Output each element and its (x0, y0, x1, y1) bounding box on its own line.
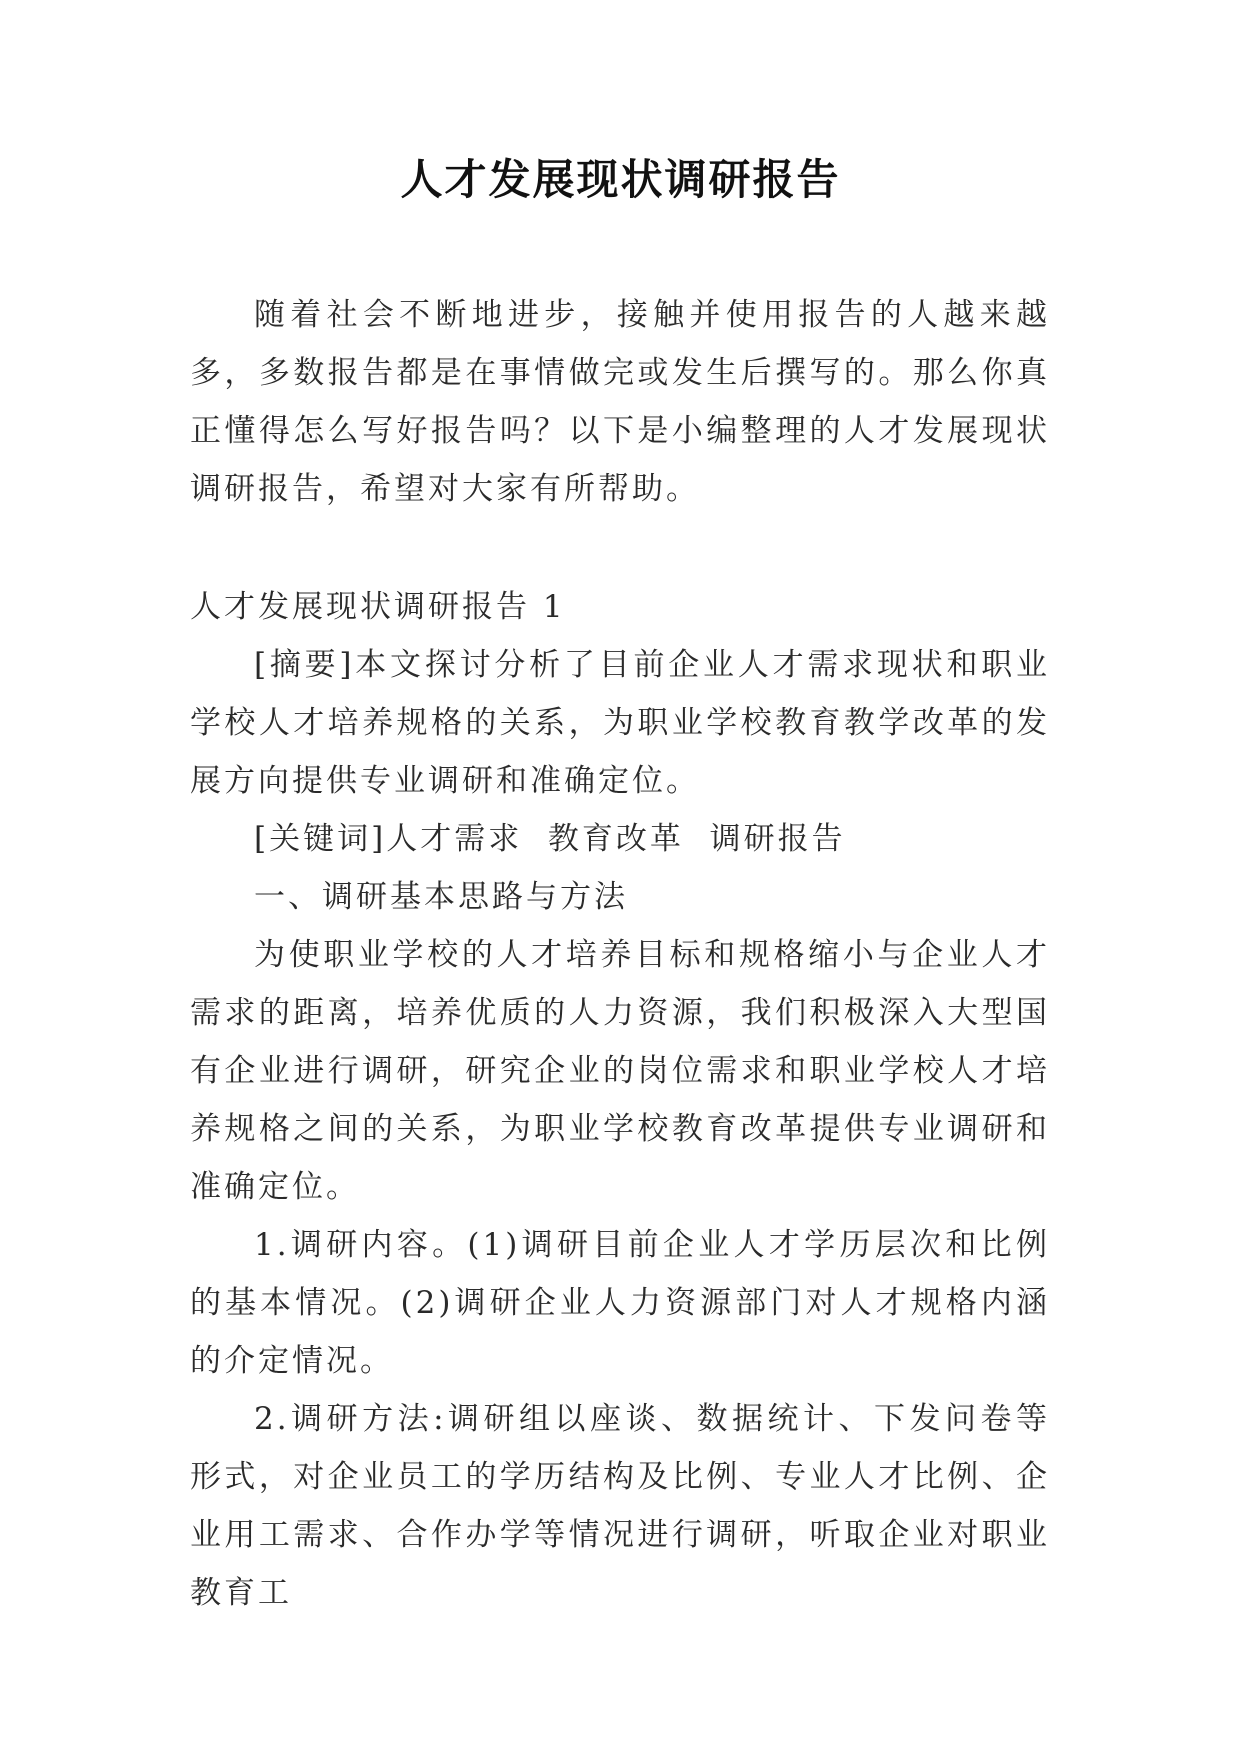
research-method-paragraph: 2.调研方法:调研组以座谈、数据统计、下发问卷等形式，对企业员工的学历结构及比例、专业人才比例、企业用工需求、合作办学等情况进行调研，听取企业对职业教育工 (190, 1401, 1050, 1611)
abstract-paragraph: [摘要]本文探讨分析了目前企业人才需求现状和职业学校人才培养规格的关系，为职业学校教育教学改革的发展方向提供专业调研和准确定位。 (190, 647, 1050, 799)
section-title: 人才发展现状调研报告 1 (190, 589, 566, 625)
purpose-paragraph: 为使职业学校的人才培养目标和规格缩小与企业人才需求的距离，培养优质的人力资源，我们积极深入大型国有企业进行调研，研究企业的岗位需求和职业学校人才培养规格之间的关系，为职业学校教育改革提供专业调研和准确定位。 (190, 937, 1050, 1205)
document-title: 人才发展现状调研报告 (400, 155, 841, 204)
section-heading-one: 一、调研基本思路与方法 (254, 879, 628, 915)
intro-paragraph: 随着社会不断地进步，接触并使用报告的人越来越多，多数报告都是在事情做完或发生后撰写的。那么你真正懂得怎么写好报告吗？以下是小编整理的人才发展现状调研报告，希望对大家有所帮助。 (190, 297, 1050, 507)
keywords-line: [关键词]人才需求 教育改革 调研报告 (254, 821, 846, 857)
research-content-paragraph: 1.调研内容。(1)调研目前企业人才学历层次和比例的基本情况。(2)调研企业人力资源部门对人才规格内涵的介定情况。 (190, 1227, 1050, 1379)
